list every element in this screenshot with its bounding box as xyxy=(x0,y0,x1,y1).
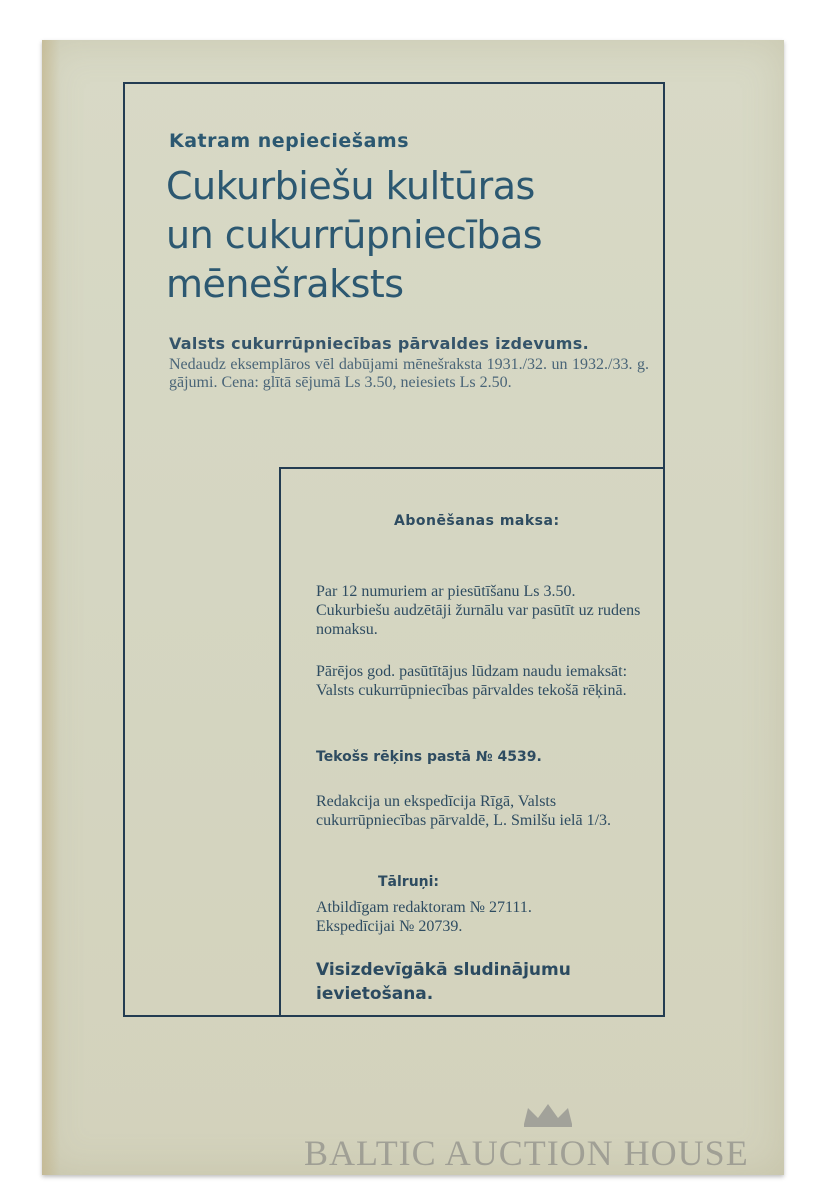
watermark-text: BALTIC AUCTION HOUSE xyxy=(304,1133,749,1173)
subscription-heading: Abonēšanas maksa: xyxy=(394,513,560,529)
payment-paragraph: Pārējos god. pasūtītājus lūdzam naudu iemaksāt: Valsts cukurrūpniecības pārvaldes tekošā rēķinā. xyxy=(316,663,628,699)
kicker-text: Katram nepieciešams xyxy=(169,130,410,152)
advertising-line xyxy=(316,958,571,1006)
subscription-price-paragraph: Par 12 numuriem ar piesūtīšanu Ls 3.50. Cukurbiešu audzētāji žurnālu var pasūtīt uz rudens nomaksu. xyxy=(316,583,641,638)
phone-expedition: Ekspedīcijai № 20739. xyxy=(316,918,463,935)
account-line: Tekošs rēķins pastā № 4539. xyxy=(316,749,542,765)
advertising-line-2: ievietošana. xyxy=(316,984,434,1004)
pamphlet-spine xyxy=(42,40,60,1175)
phone-editor: Atbildīgam redaktoram № 27111. xyxy=(316,899,532,916)
address-paragraph: Redakcija un ekspedīcija Rīgā, Valsts cukurrūpniecības pārvaldē, L. Smilšu ielā 1/3. xyxy=(316,793,612,829)
publisher-line: Valsts cukurrūpniecības pārvaldes izdevums. xyxy=(169,334,589,353)
advertising-line-1: Visizdevīgākā sludinājumu xyxy=(316,960,571,980)
crown-icon xyxy=(520,1102,576,1133)
back-issues-note: Nedaudz eksemplāros vēl dabūjami mēnešraksta 1931./32. un 1932./33. g. gājumi. Cena: glītā sējumā Ls 3.50, neiesiets Ls 2.50. xyxy=(169,356,649,391)
title-line-3: mēnešraksts xyxy=(166,262,404,306)
phones-heading: Tālruņi: xyxy=(378,874,440,890)
title-line-2: un cukurrūpniecības xyxy=(166,213,543,257)
magazine-title xyxy=(166,162,542,309)
title-line-1: Cukurbiešu kultūras xyxy=(166,164,535,208)
